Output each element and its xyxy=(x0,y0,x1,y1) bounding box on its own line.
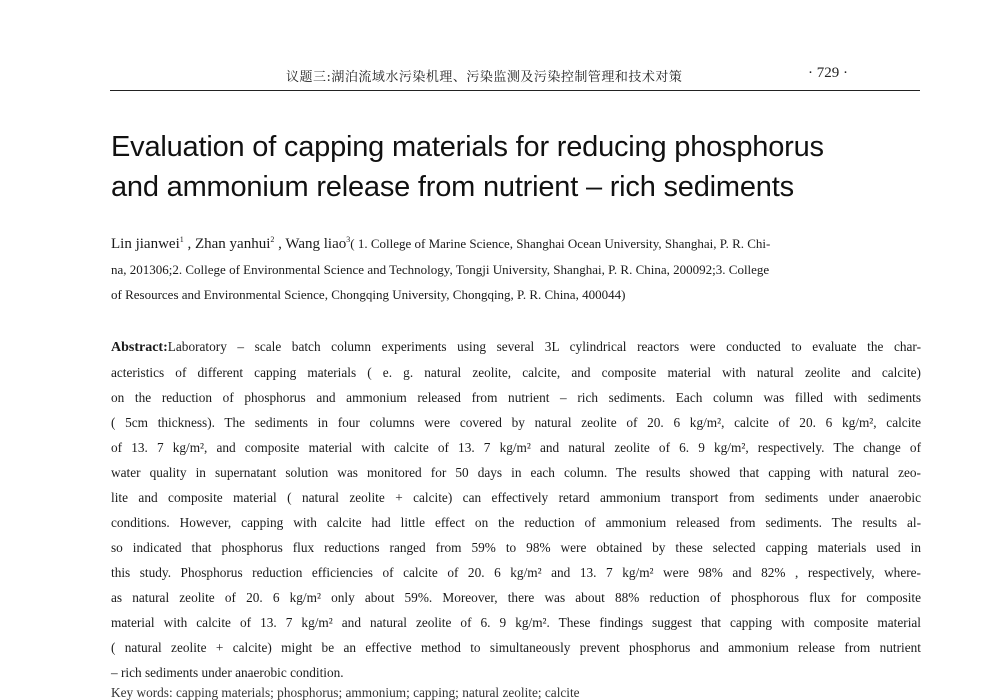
abstract-line: as natural zeolite of 20. 6 kg/m² only about 59%. Moreover, there was about 88% reduction of phosphorous flux for composite xyxy=(111,590,921,605)
paper-title-line-2: and ammonium release from nutrient – rich sediments xyxy=(111,171,794,203)
page-number: · 729 · xyxy=(808,65,848,81)
abstract-line: this study. Phosphorus reduction efficiencies of calcite of 20. 6 kg/m² and 13. 7 kg/m² were 98% and 82% , respectively, where- xyxy=(111,565,921,580)
author-separator: , xyxy=(183,236,195,252)
header-rule xyxy=(110,90,920,91)
running-header xyxy=(110,62,920,90)
abstract-line xyxy=(111,334,921,360)
keywords-line-cutoff xyxy=(111,685,671,700)
author-name: Zhan yanhui xyxy=(194,236,271,252)
abstract-line: conditions. However, capping with calcite had little effect on the reduction of ammonium released from sediments. The results al- xyxy=(111,515,921,530)
paper-title xyxy=(111,127,931,207)
abstract-line: water quality in supernatant solution was monitored for 50 days in each column. The results showed that capping with natural zeo- xyxy=(111,465,921,480)
abstract-text: Laboratory – scale batch column experiments using several 3L cylindrical reactors were conducted to evaluate the char- xyxy=(167,339,921,354)
running-title: 议题三:湖泊流域水污染机理、污染监测及污染控制管理和技术对策 xyxy=(286,70,683,85)
abstract-line: material with calcite of 13. 7 kg/m² and natural zeolite of 6. 9 kg/m². These findings suggest that capping with composite material xyxy=(111,615,921,630)
author-name: Wang liao xyxy=(285,236,347,252)
abstract-block xyxy=(111,334,921,685)
abstract-label: Abstract xyxy=(111,340,164,355)
paper-title-line-1: Evaluation of capping materials for reducing phosphorus xyxy=(111,131,824,163)
abstract-line: ( natural zeolite + calcite) might be an effective method to simultaneously prevent phosphorus and ammonium release from nutrient xyxy=(111,640,921,655)
abstract-line: of 13. 7 kg/m², and composite material with calcite of 13. 7 kg/m² and natural zeolite of 6. 9 kg/m², respectively. The change of xyxy=(111,440,921,455)
abstract-colon: : xyxy=(163,340,168,355)
authors-block xyxy=(111,231,921,307)
affiliation-text: ( 1. College of Marine Science, Shanghai Ocean University, Shanghai, P. R. Chi- xyxy=(350,236,771,251)
abstract-line: ( 5cm thickness). The sediments in four columns were covered by natural zeolite of 20. 6 kg/m², calcite of 20. 6 kg/m², calcite xyxy=(111,415,921,430)
author-name: Lin jianwei xyxy=(111,236,180,252)
affiliation-mark: 2 xyxy=(270,235,275,244)
abstract-line: on the reduction of phosphorus and ammonium released from nutrient – rich sediments. Each column was filled with sediments xyxy=(111,390,921,405)
affiliation-line-3: of Resources and Environmental Science, Chongqing University, Chongqing, P. R. China, 400044) xyxy=(111,287,626,302)
abstract-line: so indicated that phosphorus flux reductions ranged from 59% to 98% were obtained by these selected capping materials used in xyxy=(111,540,921,555)
abstract-line: lite and composite material ( natural zeolite + calcite) can effectively retard ammonium transport from sediments under anaerobic xyxy=(111,490,921,505)
affiliation-mark: 3 xyxy=(346,235,351,244)
author-separator: , xyxy=(274,236,286,252)
abstract-line: acteristics of different capping materials ( e. g. natural zeolite, calcite, and composite material with natural zeolite and calcite) xyxy=(111,365,921,380)
affiliation-mark: 1 xyxy=(179,235,184,244)
affiliation-line-2: na, 201306;2. College of Environmental Science and Technology, Tongji University, Shanghai, P. R. China, 200092;3. College xyxy=(111,262,770,277)
authors-line-1 xyxy=(111,231,921,257)
keywords-text: Key words: capping materials; phosphorus; ammonium; capping; natural zeolite; calcite xyxy=(111,685,580,700)
abstract-line: – rich sediments under anaerobic condition. xyxy=(111,665,344,680)
